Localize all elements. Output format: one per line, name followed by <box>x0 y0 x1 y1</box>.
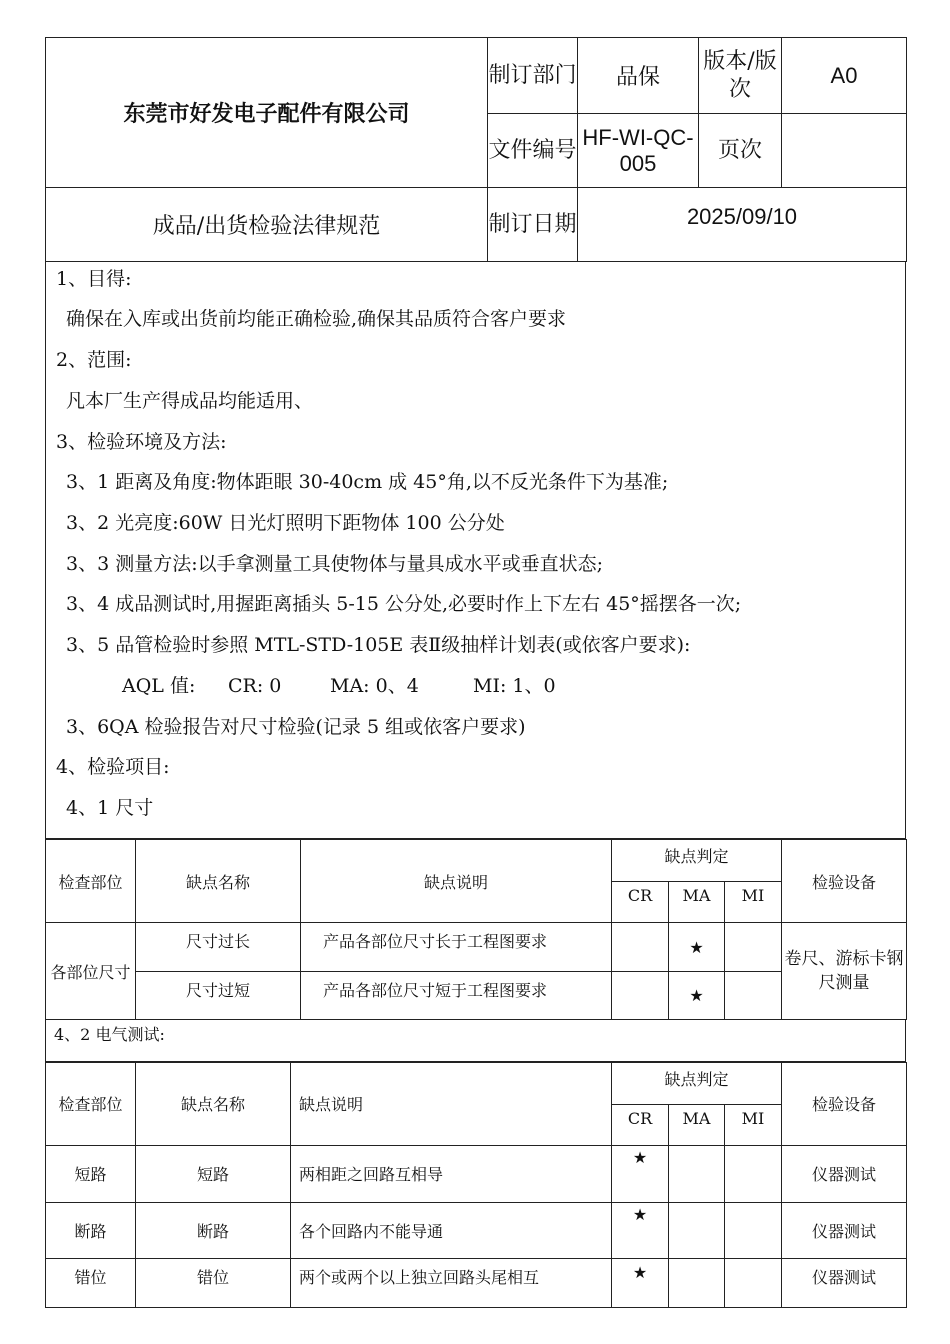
table-row <box>46 1258 907 1307</box>
t2-header-part: 检查部位 <box>46 1062 136 1145</box>
t2-row1-cr: ★ <box>612 1145 669 1202</box>
t1-row2-name: 尺寸过短 <box>136 972 301 1020</box>
section-3-4: 3、4 成品测试时,用握距离插头 5-15 公分处,必要时作上下左右 45°摇摆各一次; <box>66 593 742 615</box>
aql-ma: MA: 0、4 <box>330 675 419 697</box>
t2-row1-desc: 两相距之回路互相导 <box>291 1145 612 1202</box>
dept-label: 制订部门 <box>488 38 578 114</box>
section-4-heading: 4、检验项目: <box>56 756 170 778</box>
table-row <box>46 972 907 1020</box>
t2-row3-cr: ★ <box>612 1258 669 1307</box>
t2-row3-ma <box>669 1258 725 1307</box>
t2-row1-equip: 仪器测试 <box>782 1145 907 1202</box>
version-value: A0 <box>782 38 907 114</box>
t2-row3-part: 错位 <box>46 1258 136 1307</box>
date-value: 2025/09/10 <box>578 188 907 262</box>
section-2-heading: 2、范围: <box>56 349 132 371</box>
section-3-3: 3、3 测量方法:以手拿测量工具使物体与量具成水平或垂直状态; <box>66 553 604 575</box>
t1-header-equip: 检验设备 <box>782 840 907 923</box>
t2-row2-name: 断路 <box>136 1202 291 1258</box>
company-name: 东莞市好发电子配件有限公司 <box>46 38 488 188</box>
t1-header-name: 缺点名称 <box>136 840 301 923</box>
t1-row1-cr <box>612 923 669 972</box>
t2-row2-part: 断路 <box>46 1202 136 1258</box>
t1-part: 各部位尺寸 <box>46 923 136 1020</box>
aql-mi: MI: 1、0 <box>473 675 556 697</box>
t1-row2-cr <box>612 972 669 1020</box>
dimension-table <box>45 839 907 1020</box>
document-page <box>45 37 906 1308</box>
t2-header-name: 缺点名称 <box>136 1062 291 1145</box>
table-row <box>46 1145 907 1202</box>
t2-row3-equip: 仪器测试 <box>782 1258 907 1307</box>
t2-row2-mi <box>725 1202 782 1258</box>
t1-row1-mi <box>725 923 782 972</box>
section-1-text: 确保在入库或出货前均能正确检验,确保其品质符合客户要求 <box>66 308 567 330</box>
t1-header-desc: 缺点说明 <box>301 840 612 923</box>
t2-header-ma: MA <box>669 1104 725 1145</box>
section-42-heading: 4、2 电气测试: <box>46 1020 906 1061</box>
t2-row2-desc: 各个回路内不能导通 <box>291 1202 612 1258</box>
t1-header-ma: MA <box>669 882 725 923</box>
section-3-5: 3、5 品管检验时参照 MTL-STD-105E 表Ⅱ级抽样计划表(或依客户要求): <box>66 634 691 656</box>
section-3-6: 3、6QA 检验报告对尺寸检验(记录 5 组或依客户要求) <box>66 716 526 738</box>
doc-title: 成品/出货检验法律规范 <box>46 188 488 262</box>
dept-value: 品保 <box>578 38 699 114</box>
t2-row2-equip: 仪器测试 <box>782 1202 907 1258</box>
t2-header-desc: 缺点说明 <box>291 1062 612 1145</box>
section-2-text: 凡本厂生产得成品均能适用、 <box>66 390 314 412</box>
section-1-heading: 1、目得: <box>56 268 132 290</box>
electrical-table <box>45 1062 907 1308</box>
t2-header-judge: 缺点判定 <box>612 1062 782 1104</box>
t1-row2-mi <box>725 972 782 1020</box>
t1-row1-name: 尺寸过长 <box>136 923 301 972</box>
aql-line <box>122 671 556 698</box>
version-label: 版本/版次 <box>699 38 782 114</box>
t2-row3-desc: 两个或两个以上独立回路头尾相互 <box>291 1258 612 1307</box>
table-row <box>46 1202 907 1258</box>
section-42-row <box>45 1020 906 1062</box>
t2-header-mi: MI <box>725 1104 782 1145</box>
t2-row2-cr: ★ <box>612 1202 669 1258</box>
aql-label: AQL 值: <box>122 675 196 697</box>
t2-row1-mi <box>725 1145 782 1202</box>
t1-row2-desc: 产品各部位尺寸短于工程图要求 <box>301 972 612 1020</box>
docno-value: HF-WI-QC-005 <box>578 114 699 188</box>
t2-row3-name: 错位 <box>136 1258 291 1307</box>
body-section <box>45 262 906 839</box>
t1-header-judge: 缺点判定 <box>612 840 782 882</box>
header-table <box>45 37 907 262</box>
t2-row2-ma <box>669 1202 725 1258</box>
t2-row1-name: 短路 <box>136 1145 291 1202</box>
t1-row1-ma: ★ <box>669 923 725 972</box>
t2-row1-part: 短路 <box>46 1145 136 1202</box>
date-label: 制订日期 <box>488 188 578 262</box>
section-3-heading: 3、检验环境及方法: <box>56 431 227 453</box>
t2-row3-mi <box>725 1258 782 1307</box>
section-3-2: 3、2 光亮度:60W 日光灯照明下距物体 100 公分处 <box>66 512 505 534</box>
t2-header-equip: 检验设备 <box>782 1062 907 1145</box>
t1-header-part: 检查部位 <box>46 840 136 923</box>
t2-header-cr: CR <box>612 1104 669 1145</box>
t1-header-mi: MI <box>725 882 782 923</box>
table-row <box>46 923 907 972</box>
t1-header-cr: CR <box>612 882 669 923</box>
section-3-1: 3、1 距离及角度:物体距眼 30-40cm 成 45°角,以不反光条件下为基准; <box>66 471 669 493</box>
t1-row1-desc: 产品各部位尺寸长于工程图要求 <box>301 923 612 972</box>
section-4-1: 4、1 尺寸 <box>66 797 154 819</box>
aql-cr: CR: 0 <box>228 675 282 697</box>
t2-row1-ma <box>669 1145 725 1202</box>
docno-label: 文件编号 <box>488 114 578 188</box>
t1-equip: 卷尺、游标卡钢尺测量 <box>782 923 907 1020</box>
page-label: 页次 <box>699 114 782 188</box>
t1-row2-ma: ★ <box>669 972 725 1020</box>
page-value <box>782 114 907 188</box>
